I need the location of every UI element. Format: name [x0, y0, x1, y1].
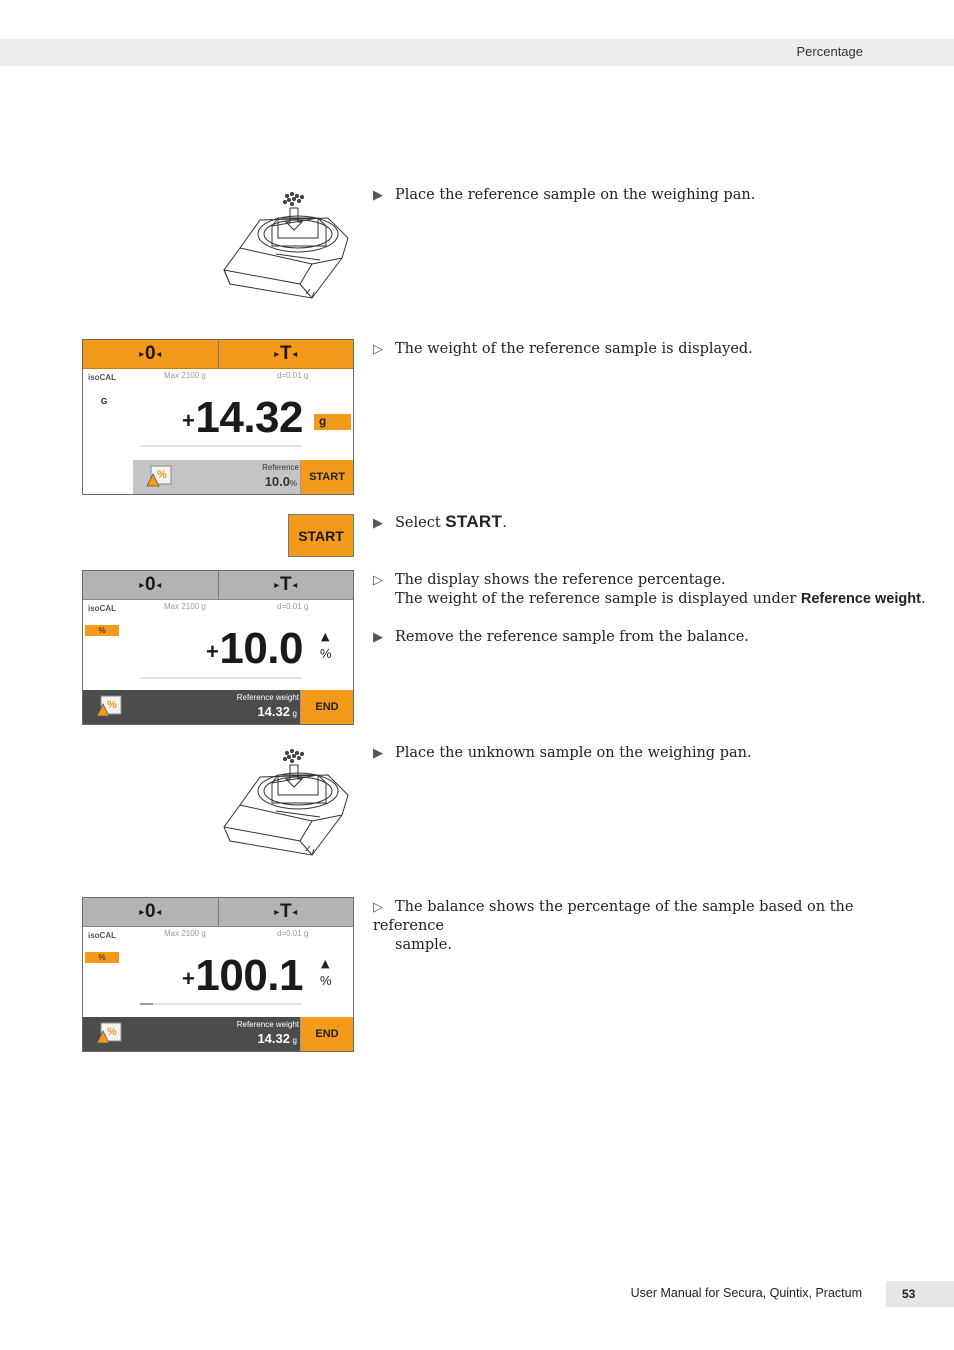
mode-indicator: G	[101, 397, 108, 406]
action-marker: ▶	[373, 746, 383, 761]
reference-weight-label: Reference weight	[236, 1020, 299, 1029]
reference-value: 10.0	[264, 474, 290, 489]
balance-display	[82, 570, 354, 725]
reference-weight-value: 14.32	[257, 704, 290, 719]
instruction-step	[373, 628, 749, 647]
action-marker: ▶	[373, 188, 383, 203]
percentage-app-icon	[145, 465, 173, 487]
svg-text:%: %	[107, 699, 117, 711]
mode-indicator: %	[85, 952, 119, 963]
reference-weight-keyword: Reference weight	[800, 591, 921, 607]
tare-key[interactable]: ▶ T ◀	[218, 898, 354, 926]
sample-icon	[284, 750, 304, 763]
percentage-app-icon	[95, 1022, 123, 1044]
step-text: Select	[395, 515, 446, 531]
svg-text:%: %	[157, 469, 167, 481]
start-button[interactable]: START	[288, 514, 354, 557]
capacity-bar-fill	[140, 1003, 153, 1005]
unit-indicator: %	[320, 646, 332, 661]
instruction-step: ▷ The balance shows the percentage of the sample based on the reference sample.	[373, 899, 854, 953]
tare-key[interactable]: ▶ T ◀	[218, 340, 354, 368]
instruction-step	[373, 186, 755, 205]
readability-label: d=0.01 g	[277, 602, 309, 611]
balance-illustration	[220, 188, 352, 303]
instruction-step	[373, 340, 753, 359]
action-marker: ▶	[373, 516, 383, 531]
display-top-keys	[83, 898, 353, 927]
readout-value: 100.1	[195, 951, 303, 1000]
reference-label: Reference	[262, 463, 299, 472]
result-marker: ▷	[373, 900, 383, 915]
isocal-label: isoCAL	[88, 604, 116, 613]
zero-key[interactable]: ▶ 0 ◀	[83, 571, 218, 599]
reference-weight-value: 14.32	[257, 1031, 290, 1046]
result-marker: ▷	[373, 573, 383, 588]
result-marker: ▷	[373, 342, 383, 357]
instruction-step: ▷ The display shows the reference percentage. The weight of the reference sample is displayed under Reference weight.	[373, 572, 926, 607]
readout-value: 14.32	[195, 393, 303, 442]
readability-label: d=0.01 g	[277, 929, 309, 938]
page-number-box	[886, 1281, 954, 1307]
display-bottom-bar	[133, 460, 353, 494]
svg-text:%: %	[107, 1026, 117, 1038]
display-top-keys	[83, 340, 353, 369]
zero-key[interactable]: ▶ 0 ◀	[83, 898, 218, 926]
max-capacity-label: Max 2100 g	[164, 929, 206, 938]
sign: +	[206, 639, 219, 664]
reference-weight-unit: g	[292, 1036, 297, 1045]
start-keyword: START	[445, 512, 503, 531]
end-softkey[interactable]: END	[300, 690, 353, 724]
reference-weight-label: Reference weight	[236, 693, 299, 702]
mode-indicator: %	[85, 625, 119, 636]
readout-value: 10.0	[219, 624, 303, 673]
sign: +	[182, 966, 195, 991]
step-text: The weight of the reference sample is displayed.	[395, 341, 753, 357]
unit-indicator: %	[320, 973, 332, 988]
balance-display	[82, 897, 354, 1052]
display-bottom-bar	[83, 690, 353, 724]
balance-display	[82, 339, 354, 495]
max-capacity-label: Max 2100 g	[164, 602, 206, 611]
balance-illustration	[220, 745, 352, 860]
step-text: The display shows the reference percentage.	[395, 572, 726, 588]
capacity-bar	[140, 1003, 302, 1005]
zero-key[interactable]: ▶ 0 ◀	[83, 340, 218, 368]
footer-title: User Manual for Secura, Quintix, Practum	[630, 1286, 862, 1300]
page-number: 53	[902, 1287, 916, 1301]
capacity-bar	[140, 677, 302, 679]
end-softkey[interactable]: END	[300, 1017, 353, 1051]
display-top-keys	[83, 571, 353, 600]
max-capacity-label: Max 2100 g	[164, 371, 206, 380]
sample-icon	[284, 193, 304, 206]
step-text: Remove the reference sample from the balance.	[395, 629, 749, 645]
percentage-readout	[206, 624, 303, 674]
percentage-readout	[182, 951, 303, 1001]
unit-indicator: g	[314, 414, 351, 430]
weight-readout	[182, 393, 303, 443]
tare-key[interactable]: ▶ T ◀	[218, 571, 354, 599]
step-text: Place the unknown sample on the weighing pan.	[395, 745, 752, 761]
warning-icon: ▲	[321, 630, 330, 643]
sign: +	[182, 408, 195, 433]
display-bottom-bar	[83, 1017, 353, 1051]
start-softkey[interactable]: START	[300, 460, 353, 494]
isocal-label: isoCAL	[88, 373, 116, 382]
instruction-step: ▶ Select START.	[373, 512, 507, 531]
reference-unit: %	[289, 479, 297, 488]
instruction-step	[373, 744, 752, 763]
step-text: Place the reference sample on the weighing pan.	[395, 187, 756, 203]
section-title: Percentage	[796, 44, 863, 59]
isocal-label: isoCAL	[88, 931, 116, 940]
readability-label: d=0.01 g	[277, 371, 309, 380]
warning-icon: ▲	[321, 957, 330, 970]
capacity-bar	[140, 445, 302, 447]
percentage-app-icon	[95, 695, 123, 717]
reference-weight-unit: g	[292, 709, 297, 718]
step-text: The balance shows the percentage of the sample based on the reference	[373, 899, 854, 934]
action-marker: ▶	[373, 630, 383, 645]
